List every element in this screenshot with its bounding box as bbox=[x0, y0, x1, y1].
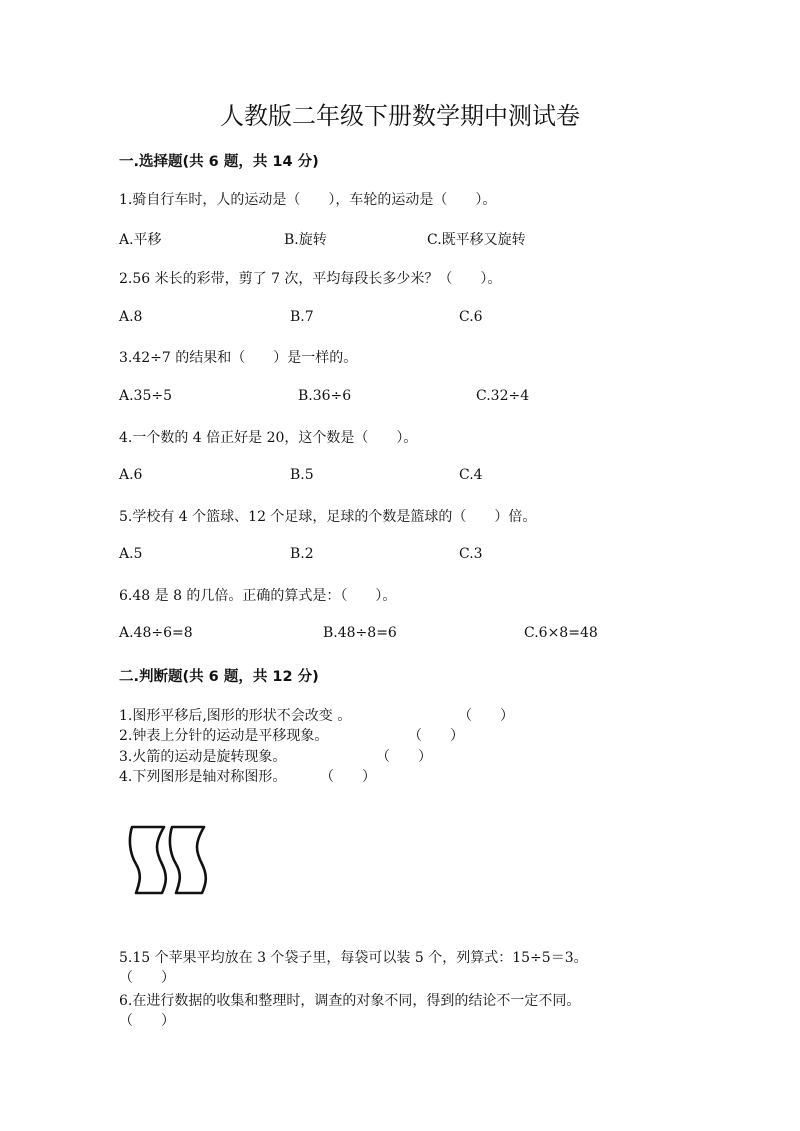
wavy-shape-right bbox=[170, 827, 206, 893]
tf-blank-5: （ ） bbox=[119, 970, 175, 986]
question-5: 5.学校有 4 个篮球、12 个足球，足球的个数是篮球的（ ）倍。 bbox=[119, 509, 537, 525]
question-6: 6.48 是 8 的几倍。正确的算式是：（ ）。 bbox=[119, 588, 397, 604]
option-3c: C.32÷4 bbox=[476, 388, 530, 404]
option-4c: C.4 bbox=[459, 467, 483, 483]
wavy-shape-left bbox=[130, 827, 166, 893]
option-6c: C.6×8=48 bbox=[524, 625, 598, 641]
option-5a: A.5 bbox=[119, 546, 143, 562]
question-1: 1.骑自行车时，人的运动是（ ），车轮的运动是（ ）。 bbox=[119, 192, 497, 208]
question-3: 3.42÷7 的结果和（ ）是一样的。 bbox=[119, 350, 358, 366]
option-2c: C.6 bbox=[459, 309, 483, 325]
question-4: 4.一个数的 4 倍正好是 20，这个数是（ ）。 bbox=[119, 430, 418, 446]
tf-item-5: 5.15 个苹果平均放在 3 个袋子里，每袋可以装 5 个，列算式：15÷5＝3。 bbox=[119, 950, 588, 966]
option-2a: A.8 bbox=[119, 309, 143, 325]
tf-blank-3: （ ） bbox=[376, 749, 432, 765]
option-5c: C.3 bbox=[459, 546, 483, 562]
option-1a: A.平移 bbox=[119, 232, 162, 248]
section-heading-true-false: 二.判断题(共 6 题，共 12 分) bbox=[119, 669, 319, 685]
option-5b: B.2 bbox=[290, 546, 314, 562]
question-2: 2.56 米长的彩带，剪了 7 次，平均每段长多少米？（ ）。 bbox=[119, 271, 502, 287]
tf-item-1: 1.图形平移后,图形的形状不会改变 。 bbox=[119, 708, 352, 724]
option-1c: C.既平移又旋转 bbox=[427, 232, 526, 248]
tf-item-2: 2.钟表上分针的运动是平移现象。 bbox=[119, 728, 329, 744]
option-3a: A.35÷5 bbox=[119, 388, 173, 404]
option-1b: B.旋转 bbox=[284, 232, 327, 248]
wavy-shape-figure bbox=[126, 824, 210, 896]
tf-blank-6: （ ） bbox=[119, 1013, 175, 1029]
option-2b: B.7 bbox=[290, 309, 314, 325]
tf-blank-2: （ ） bbox=[408, 728, 464, 744]
option-6a: A.48÷6=8 bbox=[119, 625, 193, 641]
option-3b: B.36÷6 bbox=[298, 388, 352, 404]
page-title: 人教版二年级下册数学期中测试卷 bbox=[220, 102, 580, 130]
tf-item-6: 6.在进行数据的收集和整理时，调查的对象不同，得到的结论不一定不同。 bbox=[119, 993, 581, 1009]
tf-item-4: 4.下列图形是轴对称图形。 bbox=[119, 769, 287, 785]
tf-item-3: 3.火箭的运动是旋转现象。 bbox=[119, 749, 287, 765]
option-4a: A.6 bbox=[119, 467, 143, 483]
option-4b: B.5 bbox=[290, 467, 314, 483]
tf-blank-4: （ ） bbox=[320, 769, 376, 785]
tf-blank-1: （ ） bbox=[458, 708, 514, 724]
section-heading-choice: 一.选择题(共 6 题，共 14 分) bbox=[119, 154, 319, 170]
option-6b: B.48÷8=6 bbox=[323, 625, 397, 641]
